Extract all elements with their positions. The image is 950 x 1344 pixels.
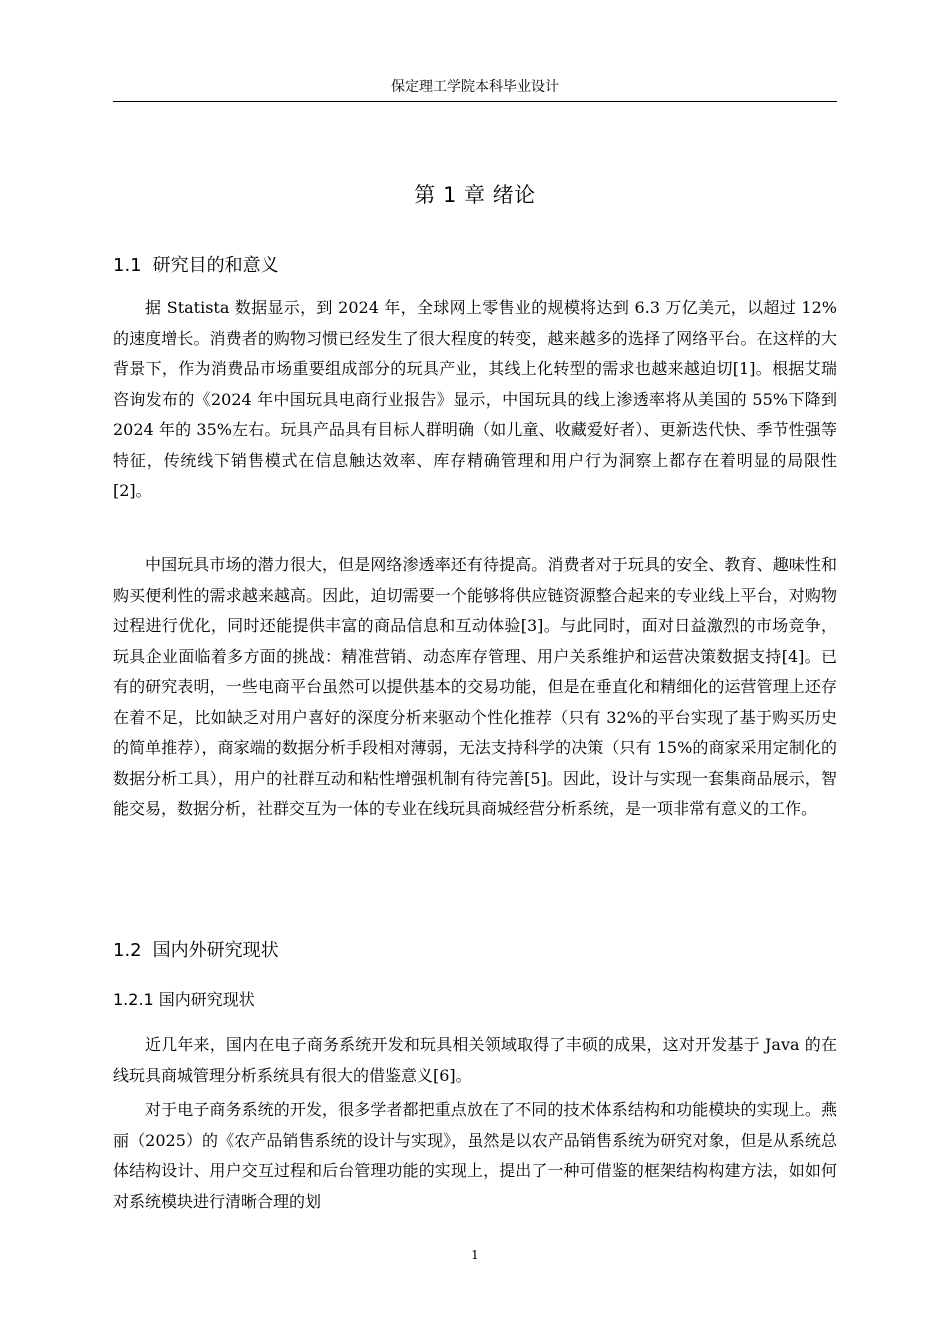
subsection-heading-1-2-1: 1.2.1 国内研究现状 bbox=[113, 990, 255, 1009]
section-number: 1.1 bbox=[113, 255, 142, 276]
page-number: 1 bbox=[471, 1248, 479, 1262]
section-title-text: 研究目的和意义 bbox=[152, 255, 279, 276]
chapter-title: 第 1 章 绪论 bbox=[414, 183, 536, 207]
header-divider bbox=[113, 101, 837, 102]
section-heading-1-2 bbox=[113, 938, 837, 964]
paragraph-1-1-b: 中国玩具市场的潜力很大，但是网络渗透率还有待提高。消费者对于玩具的安全、教育、趣味性和购买便利性的需求越来越高。因此，迫切需要一个能够将供应链资源整合起来的专业线上平台，对购物过程进行优化，同时还能提供丰富的商品信息和互动体验[3]。与此同时，面对日益激烈的市场竞争，玩具企业面临着多方面的挑战：精准营销、动态库存管理、用户关系维护和运营决策数据支持[4]。已有的研究表明，一些电商平台虽然可以提供基本的交易功能，但是在垂直化和精细化的运营管理上还存在着不足，比如缺乏对用户喜好的深度分析来驱动个性化推荐（只有 32%的平台实现了基于购买历史的简单推荐），商家端的数据分析手段相对薄弱，无法支持科学的决策（只有 15%的商家采用定制化的数据分析工具），用户的社群互动和粘性增强机制有待完善[5]。因此，设计与实现一套集商品展示，智能交易，数据分析，社群交互为一体的专业在线玩具商城经营分析系统，是一项非常有意义的工作。 bbox=[113, 555, 837, 818]
paragraph-1-1-a: 据 Statista 数据显示，到 2024 年，全球网上零售业的规模将达到 6.3 万亿美元，以超过 12%的速度增长。消费者的购物习惯已经发生了很大程度的转变，越来越多的选择了网络平台。在这样的大背景下，作为消费品市场重要组成部分的玩具产业，其线上化转型的需求也越来越迫切[1]。根据艾瑞咨询发布的《2024 年中国玩具电商行业报告》显示，中国玩具的线上渗透率将从美国的 55%下降到 2024 年的 35%左右。玩具产品具有目标人群明确（如儿童、收藏爱好者）、更新迭代快、季节性强等特征，传统线下销售模式在信息触达效率、库存精确管理和用户行为洞察上都存在着明显的局限性[2]。 bbox=[113, 298, 837, 500]
paragraph-1-2-1-b: 对于电子商务系统的开发，很多学者都把重点放在了不同的技术体系结构和功能模块的实现上。燕丽（2025）的《农产品销售系统的设计与实现》，虽然是以农产品销售系统为研究对象，但是从系统总体结构设计、用户交互过程和后台管理功能的实现上，提出了一种可借鉴的框架结构构建方法，如如何对系统模块进行清晰合理的划 bbox=[113, 1100, 837, 1211]
section-heading-1-1 bbox=[113, 253, 837, 279]
paragraph-1-2-1-a: 近几年来，国内在电子商务系统开发和玩具相关领域取得了丰硕的成果，这对开发基于 Java 的在线玩具商城管理分析系统具有很大的借鉴意义[6]。 bbox=[113, 1035, 837, 1085]
running-header: 保定理工学院本科毕业设计 bbox=[391, 79, 559, 95]
section-title-text: 国内外研究现状 bbox=[152, 940, 279, 961]
section-number: 1.2 bbox=[113, 940, 142, 961]
